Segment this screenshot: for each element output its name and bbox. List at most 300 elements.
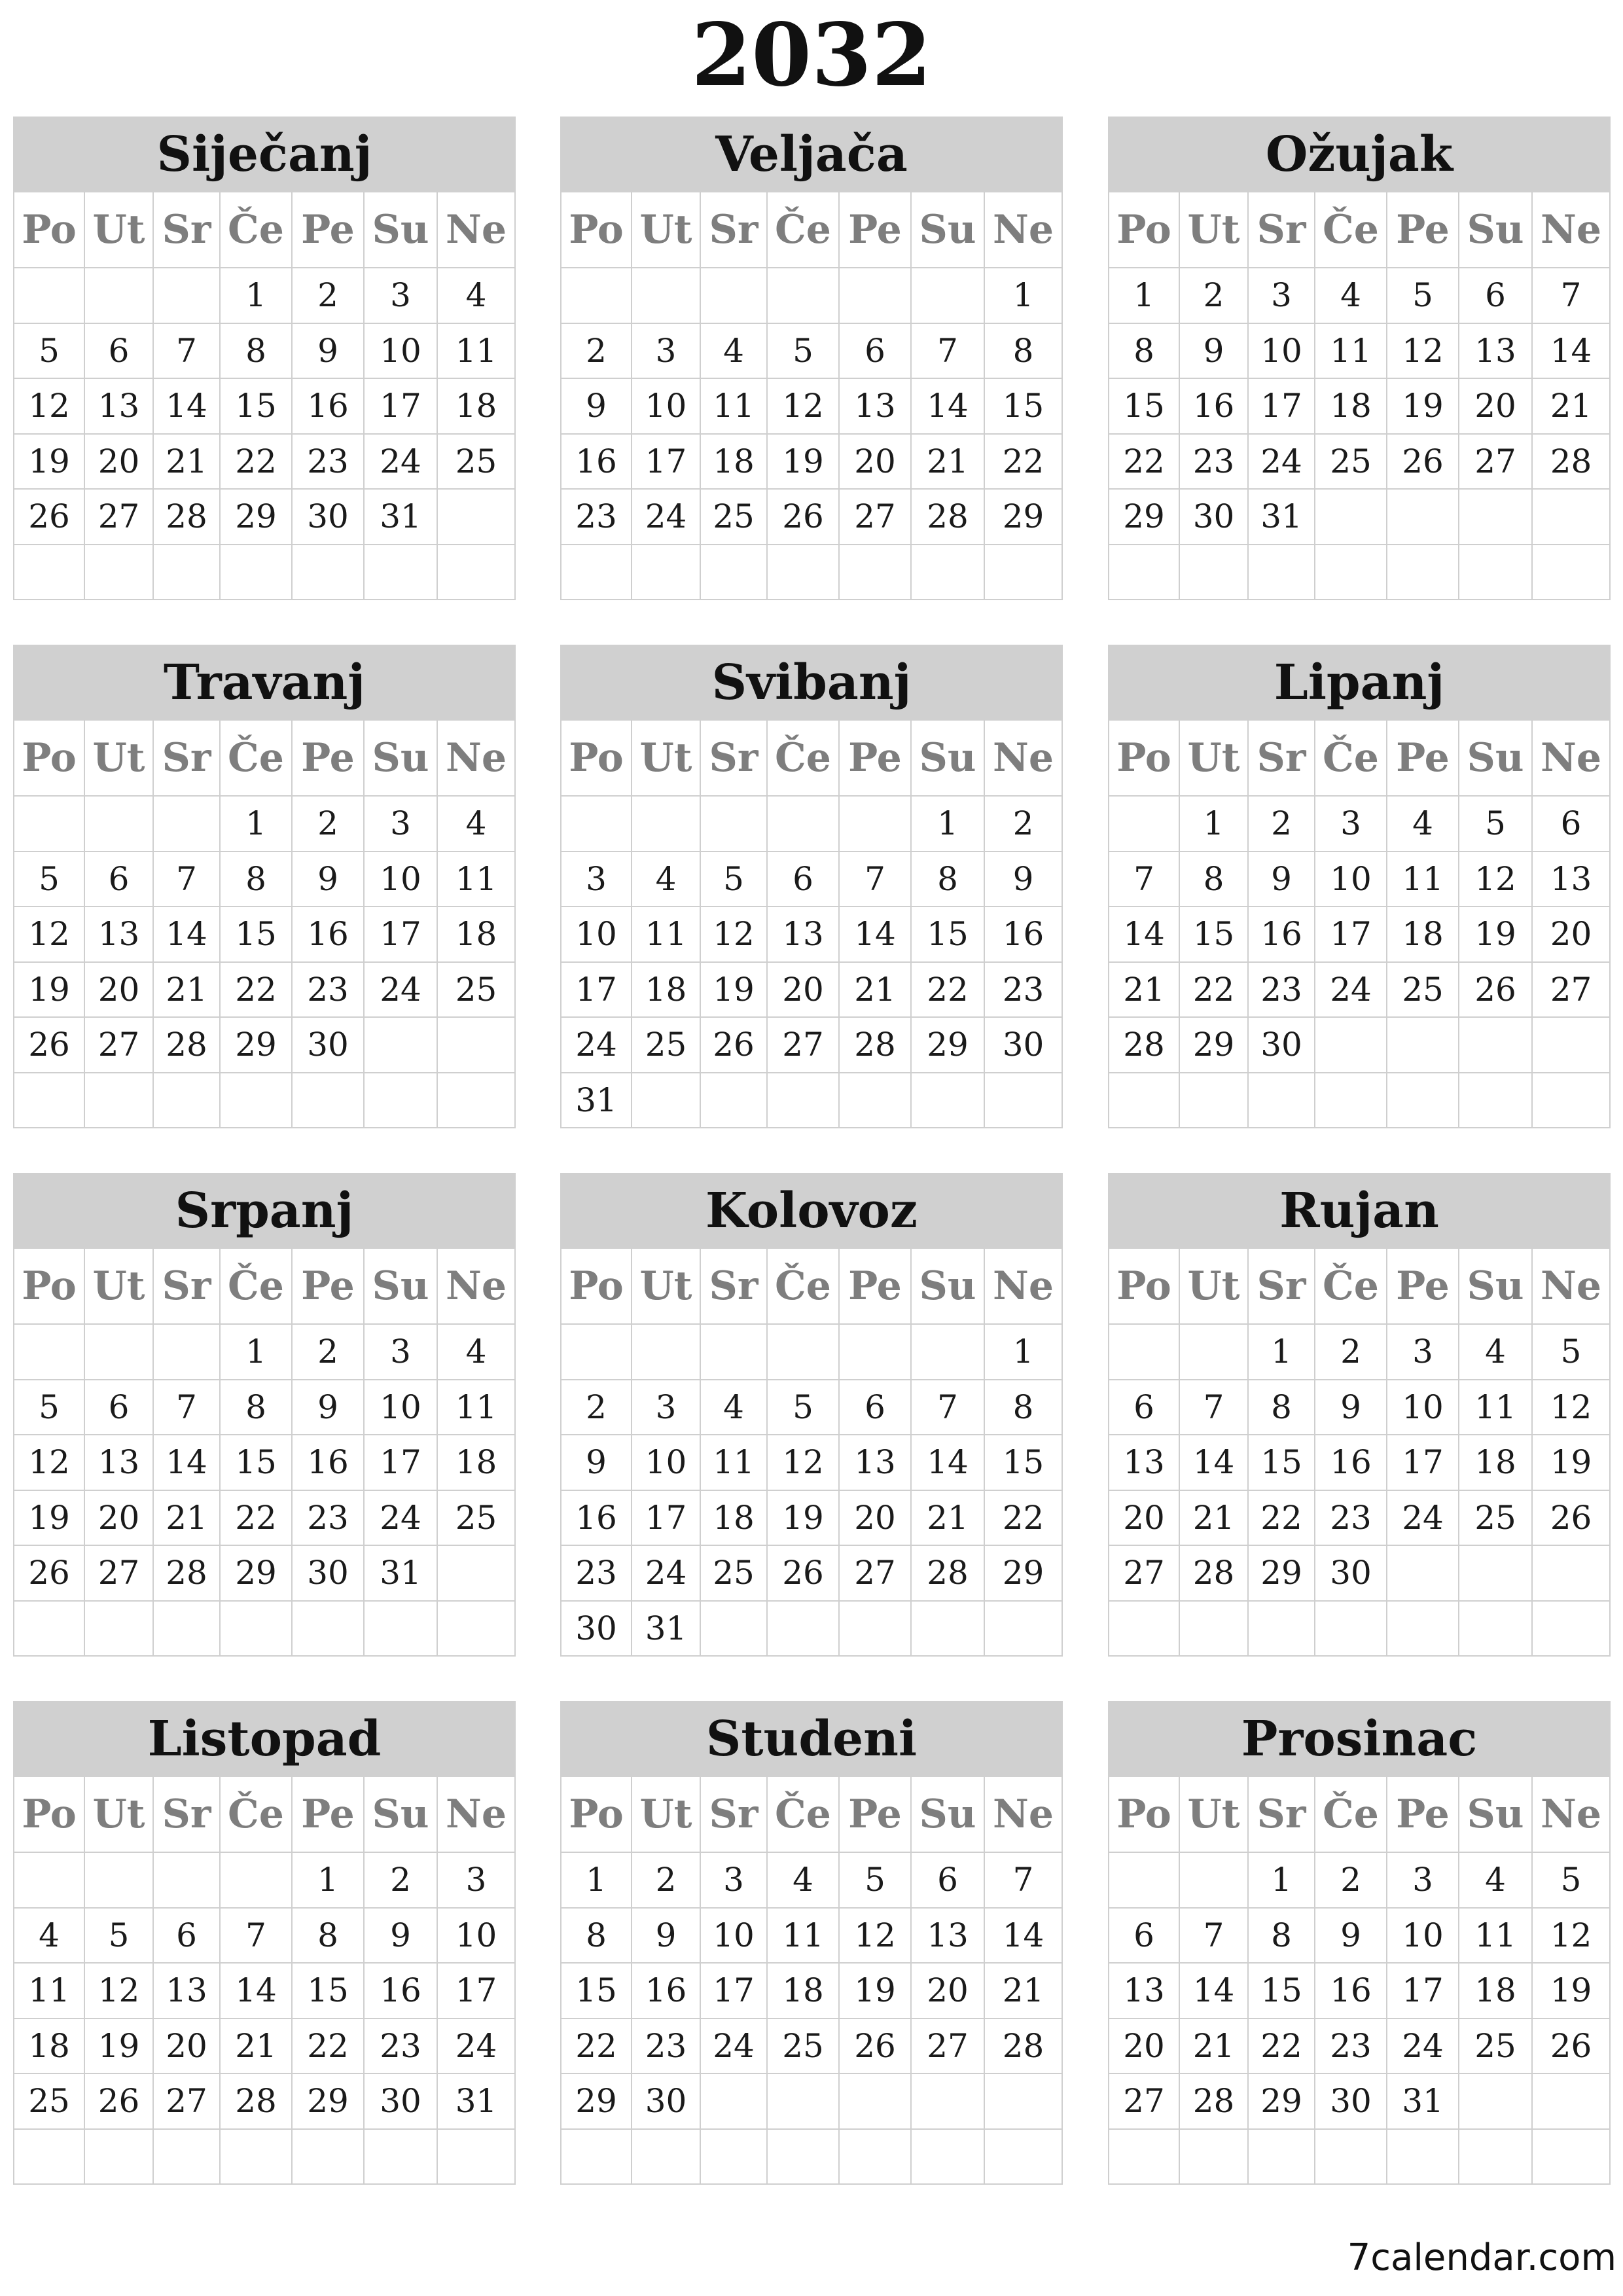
day-cell: [560, 1325, 632, 1380]
day-cell: 21: [154, 435, 221, 490]
day-cell: [701, 1602, 768, 1657]
day-cell: 16: [632, 1964, 701, 2019]
day-cell: 25: [438, 963, 516, 1018]
day-cell: 28: [1533, 435, 1611, 490]
day-cell: 8: [1180, 852, 1249, 908]
month-name: Rujan: [1108, 1173, 1611, 1249]
day-cell: [221, 545, 293, 601]
day-cell: 24: [632, 1546, 701, 1602]
day-cell: 3: [632, 1380, 701, 1436]
day-cell: [154, 797, 221, 852]
day-cell: 8: [912, 852, 985, 908]
day-cell: 28: [154, 490, 221, 545]
day-cell: 30: [1249, 1018, 1315, 1073]
day-cell: [768, 1073, 840, 1129]
day-cell: [840, 1073, 912, 1129]
day-cell: 16: [1315, 1964, 1387, 2019]
day-cell: 21: [1180, 1491, 1249, 1547]
weekday-header-row: [1108, 192, 1611, 268]
day-cell: 29: [560, 2074, 632, 2130]
day-cell: 13: [1459, 324, 1533, 380]
week-row: [560, 379, 1063, 435]
day-cell: [365, 2130, 438, 2185]
day-cell: 16: [985, 907, 1063, 963]
day-cell: 4: [701, 1380, 768, 1436]
day-cell: 18: [632, 963, 701, 1018]
day-cell: [912, 1073, 985, 1129]
day-cell: 1: [985, 268, 1063, 324]
month-calendar: [1108, 117, 1611, 600]
day-cell: [560, 797, 632, 852]
day-cell: 19: [768, 435, 840, 490]
weekday-label: Ne: [1533, 721, 1611, 797]
week-row: [560, 1491, 1063, 1547]
week-row: [560, 545, 1063, 601]
day-cell: [701, 2074, 768, 2130]
day-cell: 29: [1249, 1546, 1315, 1602]
day-cell: [293, 545, 365, 601]
week-row: [13, 268, 516, 324]
weekday-header-row: [560, 1777, 1063, 1853]
weekday-label: Ne: [985, 721, 1063, 797]
weekday-label: Ut: [85, 721, 154, 797]
day-cell: 16: [293, 1435, 365, 1491]
day-cell: 7: [1180, 1909, 1249, 1964]
weekday-label: Su: [1459, 721, 1533, 797]
day-cell: 28: [1108, 1018, 1180, 1073]
day-cell: 15: [221, 1435, 293, 1491]
day-cell: 10: [1315, 852, 1387, 908]
week-row: [1108, 1964, 1611, 2019]
week-row: [1108, 435, 1611, 490]
day-cell: 26: [13, 1018, 85, 1073]
day-cell: 25: [632, 1018, 701, 1073]
day-cell: 19: [13, 435, 85, 490]
day-cell: 27: [840, 490, 912, 545]
day-cell: [85, 1602, 154, 1657]
day-cell: [1459, 490, 1533, 545]
weekday-label: Su: [365, 1249, 438, 1325]
day-cell: 13: [912, 1909, 985, 1964]
day-cell: 2: [1249, 797, 1315, 852]
weekday-label: Po: [1108, 192, 1180, 268]
day-cell: 8: [985, 1380, 1063, 1436]
day-cell: 4: [438, 268, 516, 324]
day-cell: 30: [560, 1602, 632, 1657]
day-cell: [1315, 1602, 1387, 1657]
weekday-label: Sr: [1249, 1777, 1315, 1853]
day-cell: [768, 545, 840, 601]
day-cell: 28: [1180, 2074, 1249, 2130]
week-row: [1108, 545, 1611, 601]
day-cell: 10: [701, 1909, 768, 1964]
weekday-label: Ne: [438, 192, 516, 268]
day-cell: [13, 1073, 85, 1129]
day-cell: [985, 1073, 1063, 1129]
day-cell: 30: [1315, 2074, 1387, 2130]
day-cell: 28: [840, 1018, 912, 1073]
week-row: [560, 1435, 1063, 1491]
day-cell: [221, 2130, 293, 2185]
month-name: Lipanj: [1108, 645, 1611, 721]
month-name: Prosinac: [1108, 1701, 1611, 1777]
weekday-label: Po: [1108, 721, 1180, 797]
day-cell: 11: [1459, 1380, 1533, 1436]
weekday-label: Su: [1459, 1249, 1533, 1325]
day-cell: [701, 797, 768, 852]
day-cell: 22: [985, 435, 1063, 490]
month-name: Kolovoz: [560, 1173, 1063, 1249]
day-cell: 5: [85, 1909, 154, 1964]
week-row: [1108, 268, 1611, 324]
day-cell: 23: [293, 963, 365, 1018]
week-row: [560, 797, 1063, 852]
day-cell: 25: [438, 1491, 516, 1547]
weekday-label: Po: [13, 192, 85, 268]
day-cell: 9: [1180, 324, 1249, 380]
day-cell: 6: [912, 1853, 985, 1909]
day-cell: 19: [13, 1491, 85, 1547]
day-cell: [912, 1325, 985, 1380]
day-cell: 26: [840, 2019, 912, 2075]
day-cell: 16: [560, 435, 632, 490]
day-cell: 11: [13, 1964, 85, 2019]
day-cell: 20: [768, 963, 840, 1018]
weekday-label: Če: [221, 1777, 293, 1853]
day-cell: 25: [1387, 963, 1459, 1018]
weekday-label: Sr: [701, 1777, 768, 1853]
week-row: [1108, 490, 1611, 545]
day-cell: 31: [438, 2074, 516, 2130]
week-row: [560, 490, 1063, 545]
day-cell: [438, 1546, 516, 1602]
day-cell: 18: [1315, 379, 1387, 435]
day-cell: 15: [985, 379, 1063, 435]
day-cell: [632, 545, 701, 601]
week-row: [560, 1380, 1063, 1436]
weekday-header-row: [13, 192, 516, 268]
day-cell: 6: [768, 852, 840, 908]
day-cell: 24: [701, 2019, 768, 2075]
day-cell: [632, 1325, 701, 1380]
day-cell: [365, 1073, 438, 1129]
week-row: [1108, 1435, 1611, 1491]
weekday-label: Če: [768, 721, 840, 797]
day-cell: 17: [632, 1491, 701, 1547]
day-cell: 25: [1315, 435, 1387, 490]
day-cell: 3: [365, 268, 438, 324]
day-cell: 24: [1387, 2019, 1459, 2075]
day-cell: 20: [1533, 907, 1611, 963]
day-cell: 31: [632, 1602, 701, 1657]
day-cell: 14: [154, 379, 221, 435]
day-cell: 4: [13, 1909, 85, 1964]
day-cell: [1387, 545, 1459, 601]
day-cell: [1249, 1073, 1315, 1129]
day-cell: 26: [768, 490, 840, 545]
day-cell: 6: [840, 1380, 912, 1436]
day-cell: 11: [768, 1909, 840, 1964]
day-cell: 8: [560, 1909, 632, 1964]
month-calendar: [560, 1701, 1063, 2185]
day-cell: 18: [13, 2019, 85, 2075]
week-row: [1108, 1909, 1611, 1964]
weekday-label: Ne: [985, 1249, 1063, 1325]
weekday-label: Po: [1108, 1249, 1180, 1325]
day-cell: 3: [365, 797, 438, 852]
day-cell: 12: [85, 1964, 154, 2019]
day-cell: [840, 2074, 912, 2130]
weekday-label: Če: [1315, 1777, 1387, 1853]
day-cell: [1533, 2074, 1611, 2130]
weekday-header-row: [13, 721, 516, 797]
day-cell: 17: [1249, 379, 1315, 435]
day-cell: 21: [1180, 2019, 1249, 2075]
day-cell: [13, 268, 85, 324]
day-cell: [1315, 1073, 1387, 1129]
week-row: [560, 268, 1063, 324]
day-cell: 20: [1108, 1491, 1180, 1547]
day-cell: 16: [365, 1964, 438, 2019]
weekday-label: Po: [13, 1249, 85, 1325]
day-cell: [13, 797, 85, 852]
day-cell: 10: [560, 907, 632, 963]
day-cell: 14: [912, 1435, 985, 1491]
day-cell: [1180, 1602, 1249, 1657]
day-cell: 24: [365, 435, 438, 490]
week-row: [1108, 324, 1611, 380]
day-cell: 29: [912, 1018, 985, 1073]
weekday-header-row: [560, 1249, 1063, 1325]
day-cell: 23: [1315, 2019, 1387, 2075]
day-cell: 21: [912, 1491, 985, 1547]
day-cell: [1108, 1073, 1180, 1129]
day-cell: 23: [1315, 1491, 1387, 1547]
day-cell: [1459, 2074, 1533, 2130]
day-cell: [632, 797, 701, 852]
day-cell: 12: [13, 379, 85, 435]
day-cell: [1249, 2130, 1315, 2185]
day-cell: 31: [1249, 490, 1315, 545]
week-row: [560, 2019, 1063, 2075]
day-cell: [365, 545, 438, 601]
day-cell: 1: [293, 1853, 365, 1909]
day-cell: [1533, 1602, 1611, 1657]
week-row: [560, 1909, 1063, 1964]
day-cell: 12: [840, 1909, 912, 1964]
day-cell: 27: [1108, 1546, 1180, 1602]
day-cell: 20: [912, 1964, 985, 2019]
day-cell: [1108, 1602, 1180, 1657]
day-cell: 21: [840, 963, 912, 1018]
day-cell: 22: [1180, 963, 1249, 1018]
day-cell: 7: [1108, 852, 1180, 908]
day-cell: 22: [293, 2019, 365, 2075]
day-cell: [912, 545, 985, 601]
day-cell: 24: [438, 2019, 516, 2075]
weekday-label: Pe: [293, 192, 365, 268]
day-cell: [985, 1602, 1063, 1657]
day-cell: 22: [221, 1491, 293, 1547]
day-cell: [13, 1602, 85, 1657]
day-cell: 2: [632, 1853, 701, 1909]
week-row: [560, 324, 1063, 380]
day-cell: 25: [701, 490, 768, 545]
day-cell: 7: [154, 852, 221, 908]
day-cell: 7: [985, 1853, 1063, 1909]
day-cell: 9: [1315, 1380, 1387, 1436]
day-cell: 4: [1459, 1853, 1533, 1909]
weekday-label: Če: [768, 1777, 840, 1853]
day-cell: 7: [912, 1380, 985, 1436]
day-cell: 21: [1533, 379, 1611, 435]
weekday-label: Po: [13, 721, 85, 797]
day-cell: 17: [365, 1435, 438, 1491]
day-cell: 26: [13, 490, 85, 545]
day-cell: 29: [1180, 1018, 1249, 1073]
day-cell: 28: [154, 1018, 221, 1073]
day-cell: 1: [912, 797, 985, 852]
month-name: Studeni: [560, 1701, 1063, 1777]
day-cell: [438, 1073, 516, 1129]
weekday-header-row: [1108, 721, 1611, 797]
day-cell: 20: [840, 435, 912, 490]
month-calendar: [13, 1173, 516, 1657]
day-cell: 26: [701, 1018, 768, 1073]
day-cell: 5: [13, 852, 85, 908]
day-cell: 18: [701, 435, 768, 490]
day-cell: 29: [221, 1546, 293, 1602]
day-cell: [912, 1602, 985, 1657]
day-cell: [1459, 1018, 1533, 1073]
weekday-label: Pe: [1387, 1249, 1459, 1325]
day-cell: 31: [1387, 2074, 1459, 2130]
weekday-label: Sr: [1249, 721, 1315, 797]
day-cell: 20: [85, 963, 154, 1018]
day-cell: 30: [365, 2074, 438, 2130]
day-cell: [85, 268, 154, 324]
day-cell: 1: [221, 268, 293, 324]
week-row: [13, 1435, 516, 1491]
day-cell: 13: [1108, 1964, 1180, 2019]
day-cell: [701, 545, 768, 601]
day-cell: 2: [560, 1380, 632, 1436]
day-cell: 8: [1249, 1380, 1315, 1436]
day-cell: 10: [1387, 1380, 1459, 1436]
day-cell: 23: [1180, 435, 1249, 490]
day-cell: [1315, 2130, 1387, 2185]
day-cell: 14: [1180, 1435, 1249, 1491]
day-cell: [768, 2130, 840, 2185]
day-cell: 19: [701, 963, 768, 1018]
day-cell: 25: [13, 2074, 85, 2130]
day-cell: [1459, 2130, 1533, 2185]
day-cell: [1387, 1546, 1459, 1602]
day-cell: [221, 1602, 293, 1657]
day-cell: 6: [1108, 1909, 1180, 1964]
day-cell: 9: [293, 324, 365, 380]
day-cell: [1387, 1602, 1459, 1657]
weekday-label: Su: [365, 192, 438, 268]
day-cell: 31: [365, 1546, 438, 1602]
day-cell: 17: [438, 1964, 516, 2019]
week-row: [1108, 1018, 1611, 1073]
day-cell: 24: [560, 1018, 632, 1073]
day-cell: [632, 2130, 701, 2185]
day-cell: [1108, 545, 1180, 601]
day-cell: 29: [1249, 2074, 1315, 2130]
day-cell: [632, 1073, 701, 1129]
day-cell: 22: [560, 2019, 632, 2075]
day-cell: 16: [1249, 907, 1315, 963]
weekday-label: Pe: [840, 1249, 912, 1325]
day-cell: 3: [1249, 268, 1315, 324]
day-cell: 3: [632, 324, 701, 380]
weekday-label: Ut: [1180, 721, 1249, 797]
day-cell: 26: [1459, 963, 1533, 1018]
day-cell: [1533, 545, 1611, 601]
day-cell: 29: [985, 490, 1063, 545]
day-cell: 29: [1108, 490, 1180, 545]
day-cell: 17: [560, 963, 632, 1018]
day-cell: 30: [293, 490, 365, 545]
day-cell: 22: [1108, 435, 1180, 490]
day-cell: 18: [438, 1435, 516, 1491]
weekday-label: Pe: [840, 1777, 912, 1853]
day-cell: [1533, 2130, 1611, 2185]
day-cell: 12: [1459, 852, 1533, 908]
day-cell: 15: [221, 907, 293, 963]
day-cell: 26: [13, 1546, 85, 1602]
day-cell: 6: [85, 852, 154, 908]
week-row: [13, 1964, 516, 2019]
day-cell: 12: [1533, 1380, 1611, 1436]
day-cell: 29: [221, 490, 293, 545]
weekday-label: Su: [912, 721, 985, 797]
day-cell: [985, 545, 1063, 601]
weekday-header-row: [1108, 1777, 1611, 1853]
weekday-label: Po: [560, 721, 632, 797]
month-name: Ožujak: [1108, 117, 1611, 192]
weekday-label: Sr: [1249, 192, 1315, 268]
day-cell: 19: [1459, 907, 1533, 963]
day-cell: 20: [154, 2019, 221, 2075]
day-cell: 6: [1533, 797, 1611, 852]
day-cell: [768, 2074, 840, 2130]
day-cell: 8: [1108, 324, 1180, 380]
site-credit: 7calendar.com: [1347, 2236, 1616, 2279]
week-row: [13, 1546, 516, 1602]
day-cell: [1459, 1073, 1533, 1129]
weekday-label: Ut: [85, 192, 154, 268]
day-cell: [1387, 1018, 1459, 1073]
week-row: [13, 1018, 516, 1073]
day-cell: 9: [560, 1435, 632, 1491]
week-row: [560, 1073, 1063, 1129]
day-cell: 24: [365, 963, 438, 1018]
weekday-label: Če: [768, 1249, 840, 1325]
day-cell: 6: [154, 1909, 221, 1964]
day-cell: [768, 1602, 840, 1657]
day-cell: 10: [365, 324, 438, 380]
day-cell: [293, 2130, 365, 2185]
day-cell: 22: [1249, 1491, 1315, 1547]
day-cell: 24: [365, 1491, 438, 1547]
day-cell: [154, 1073, 221, 1129]
day-cell: 13: [85, 907, 154, 963]
day-cell: 17: [1315, 907, 1387, 963]
day-cell: [701, 1073, 768, 1129]
